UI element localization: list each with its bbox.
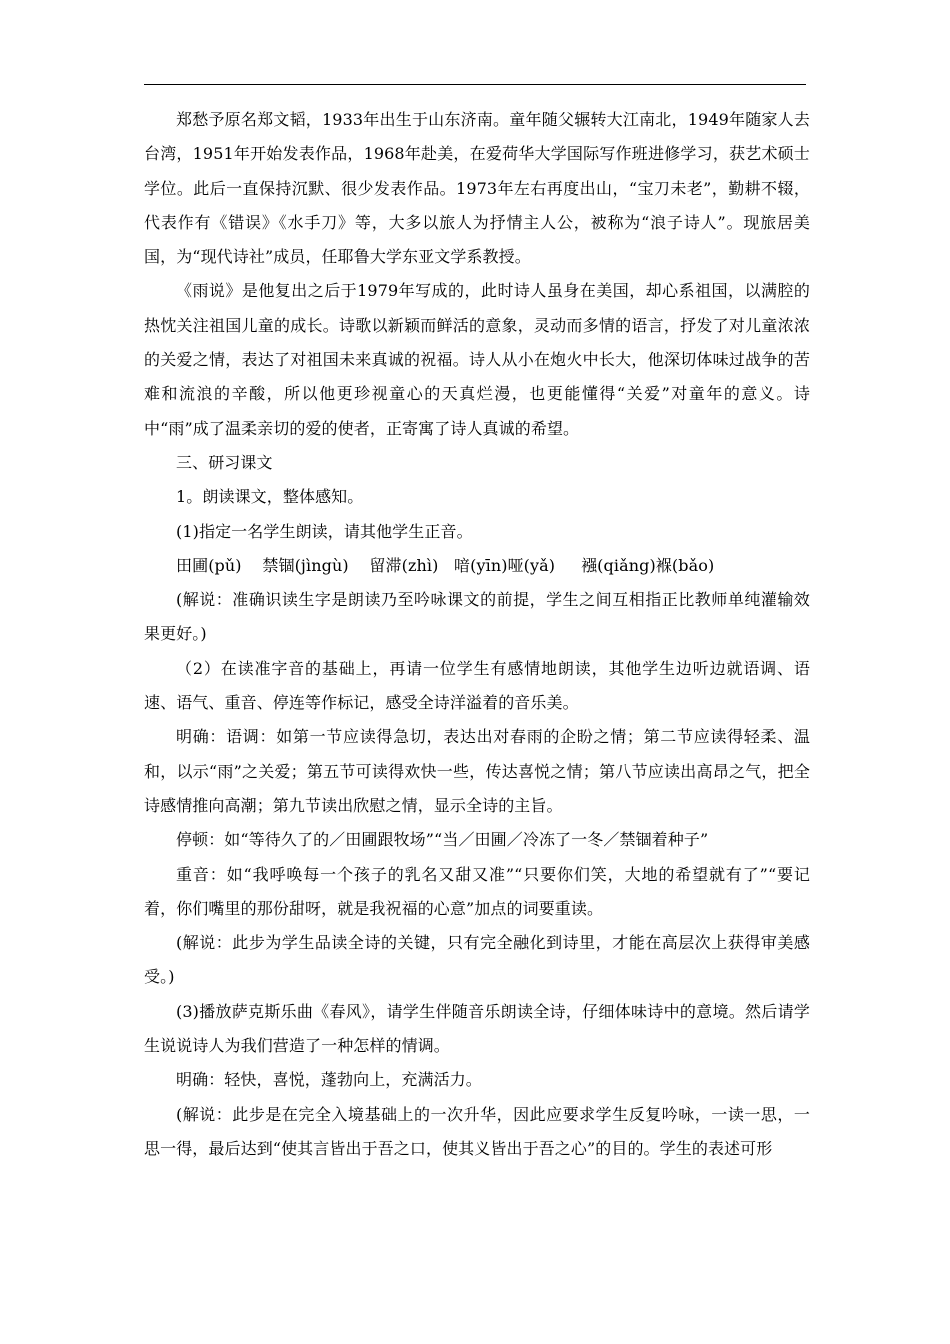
commentary-paragraph: (解说：此步是在完全入境基础上的一次升华，因此应要求学生反复吟咏，一读一思，一思一得，最后达到“使其言皆出于吾之口，使其义皆出于吾之心”的目的。学生的表述可形 [144,1104,810,1158]
mood-explanation: 明确：轻快，喜悦，蓬勃向上，充满活力。 [176,1070,482,1090]
intonation-explanation: 明确：语调：如第一节应读得急切，表达出对春雨的企盼之情；第二节应读得轻柔、温和，以示“雨”之关爱；第五节可读得欢快一些，传达喜悦之情；第八节应读出高昂之气，把全诗感情推向高潮；第九节读出欣慰之情，显示全诗的主旨。 [144,727,810,815]
author-bio-paragraph: 郑愁予原名郑文韬，1933年出生于山东济南。童年随父辗转大江南北，1949年随家人去台湾，1951年开始发表作品，1968年赴美，在爱荷华大学国际写作班进修学习，获艺术硕士学位。此后一直保持沉默、很少发表作品。1973年左右再度出山，“宝刀未老”，勤耕不辍，代表作有《错误》《水手刀》等，大多以旅人为抒情主人公，被称为“浪子诗人”。现旅居美国，为“现代诗社”成员，任耶鲁大学东亚文学系教授。 [144,110,810,267]
section-heading: 三、研习课文 [176,452,273,472]
step-3-instruction: (3)播放萨克斯乐曲《春风》，请学生伴随音乐朗读全诗，仔细体味诗中的意境。然后请学生说说诗人为我们营造了一种怎样的情调。 [144,1001,810,1056]
header-divider [144,84,806,85]
document-body [144,103,810,1166]
step-1-instruction: (1)指定一名学生朗读，请其他学生正音。 [176,521,473,541]
poem-background-paragraph: 《雨说》是他复出之后于1979年写成的，此时诗人虽身在美国，却心系祖国，以满腔的热忱关注祖国儿童的成长。诗歌以新颖而鲜活的意象，灵动而多情的语言，抒发了对儿童浓浓的关爱之情，表达了对祖国未来真诚的祝福。诗人从小在炮火中长大，他深切体味过战争的苦难和流浪的辛酸，所以他更珍视童心的天真烂漫，也更能懂得“关爱”对童年的意义。诗中“雨”成了温柔亲切的爱的使者，正寄寓了诗人真诚的希望。 [144,281,810,438]
step-heading: 1。朗读课文，整体感知。 [176,487,364,507]
commentary-paragraph: (解说：准确识读生字是朗读乃至吟咏课文的前提，学生之间互相指正比教师单纯灌输效果更好。) [144,590,810,644]
step-2-instruction: （2）在读准字音的基础上，再请一位学生有感情地朗读，其他学生边听边就语调、语速、语气、重音、停连等作标记，感受全诗洋溢着的音乐美。 [144,658,810,713]
stress-explanation: 重音：如“我呼唤每一个孩子的乳名又甜又准”“只要你们笑，大地的希望就有了”“要记着，你们嘴里的那份甜呀，就是我祝福的心意”加点的词要重读。 [144,864,810,918]
pause-explanation: 停顿：如“等待久了的／田圃跟牧场”“当／田圃／冷冻了一冬／禁锢着种子” [176,830,709,850]
commentary-paragraph: (解说：此步为学生品读全诗的关键，只有完全融化到诗里，才能在高层次上获得审美感受。) [144,933,810,987]
pronunciation-list: 田圃(pǔ) 禁锢(jìngù) 留滞(zhì) 喑(yīn)哑(yǎ) 襁(qiǎng)褓(bǎo) [176,555,715,575]
